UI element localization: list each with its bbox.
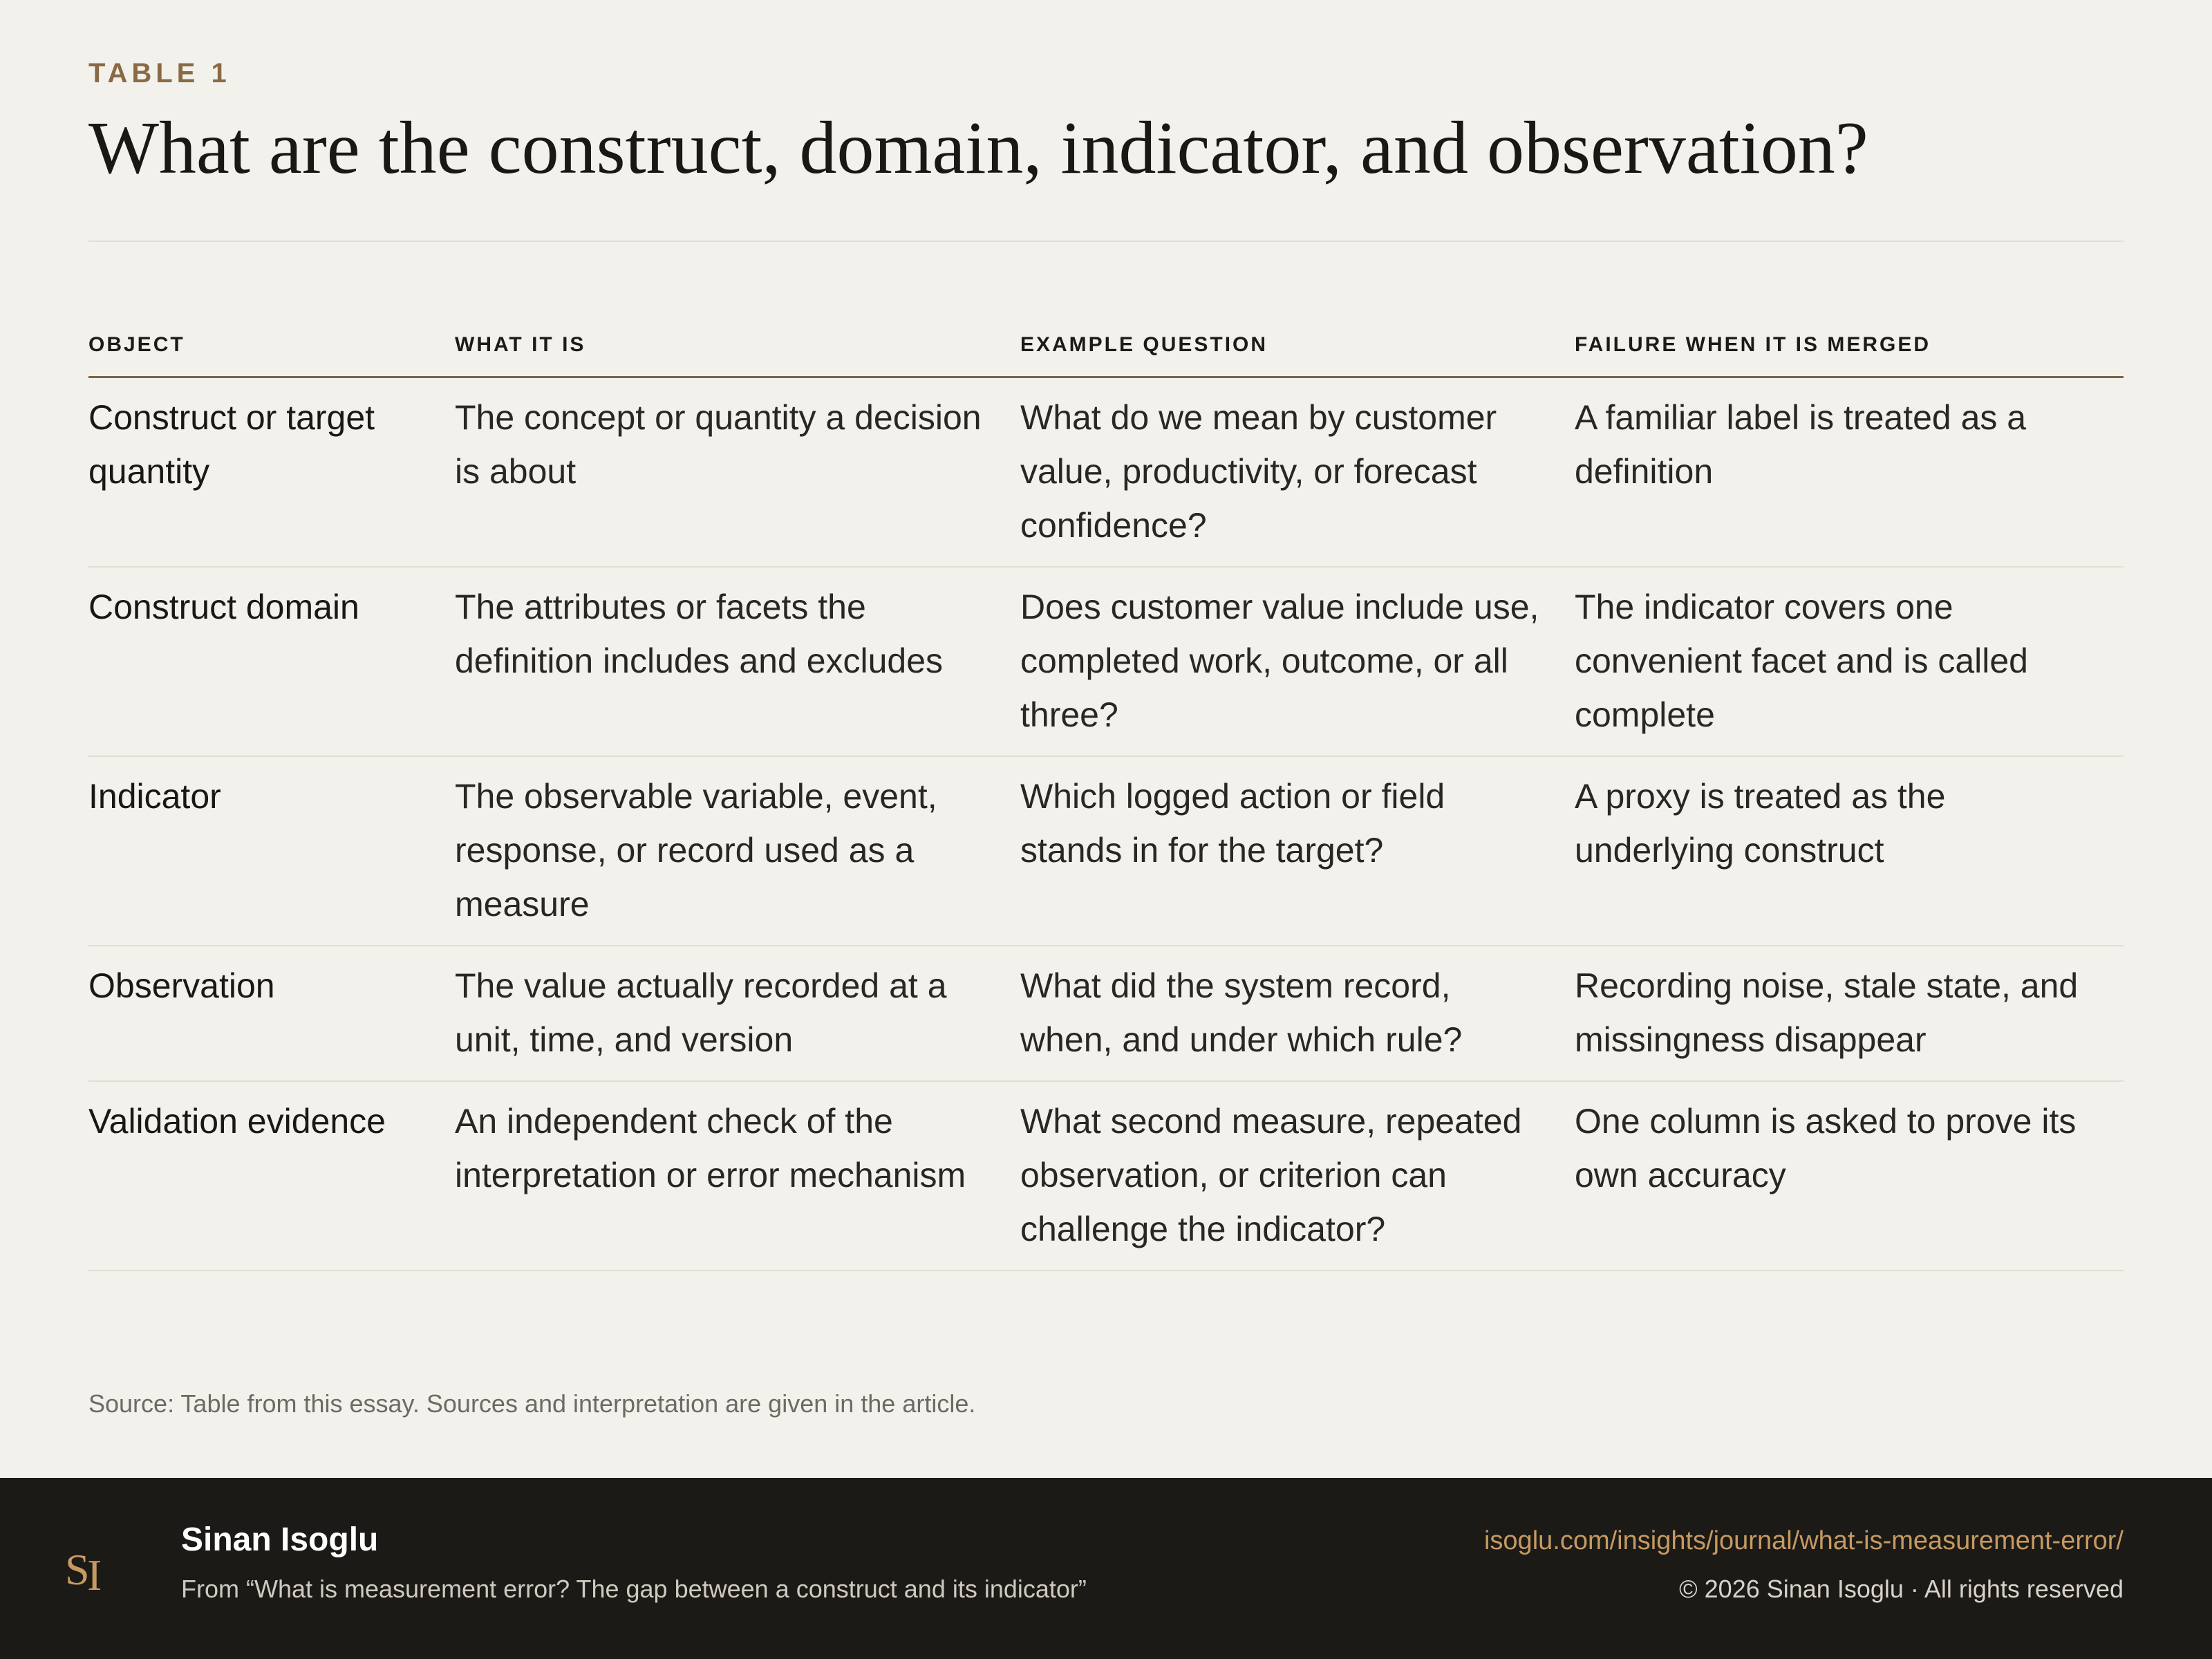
si-monogram-icon: [64, 1541, 116, 1597]
table-row: [88, 1081, 2124, 1271]
cell-what-it-is: The concept or quantity a decision is about: [455, 377, 1020, 568]
title-divider: [88, 241, 2124, 242]
table-row: [88, 377, 2124, 568]
svg-text:I: I: [87, 1550, 102, 1597]
cell-example-question: What second measure, repeated observation, or criterion can challenge the indicator?: [1020, 1081, 1575, 1271]
cell-failure: A familiar label is treated as a definition: [1575, 377, 2124, 568]
cell-what-it-is: The observable variable, event, response, or record used as a measure: [455, 756, 1020, 946]
cell-object: Indicator: [88, 756, 455, 946]
copyright-notice: © 2026 Sinan Isoglu · All rights reserved: [1679, 1575, 2124, 1603]
cell-object: Observation: [88, 946, 455, 1081]
si-monogram-icon: [64, 1541, 116, 1597]
cell-what-it-is: The value actually recorded at a unit, time, and version: [455, 946, 1020, 1081]
footer-bar: [0, 1478, 2212, 1659]
table-row: [88, 946, 2124, 1081]
definitions-table: [88, 319, 2124, 1271]
cell-example-question: Which logged action or field stands in for the target?: [1020, 756, 1575, 946]
cell-what-it-is: The attributes or facets the definition includes and excludes: [455, 567, 1020, 756]
cell-failure: Recording noise, stale state, and missingness disappear: [1575, 946, 2124, 1081]
column-header-what-it-is: WHAT IT IS: [455, 319, 1020, 377]
table-row: [88, 756, 2124, 946]
cell-failure: The indicator covers one convenient facet and is called complete: [1575, 567, 2124, 756]
source-note: Source: Table from this essay. Sources and interpretation are given in the article.: [88, 1389, 976, 1418]
cell-object: Validation evidence: [88, 1081, 455, 1271]
page-title: What are the construct, domain, indicator, and observation?: [88, 107, 1868, 189]
article-link[interactable]: isoglu.com/insights/journal/what-is-measurement-error/: [1483, 1526, 2124, 1555]
cell-failure: A proxy is treated as the underlying construct: [1575, 756, 2124, 946]
column-header-object: OBJECT: [88, 319, 455, 377]
table-eyebrow: TABLE 1: [88, 58, 231, 88]
cell-example-question: What do we mean by customer value, productivity, or forecast confidence?: [1020, 377, 1575, 568]
svg-text:S: S: [65, 1545, 90, 1594]
cell-example-question: What did the system record, when, and under which rule?: [1020, 946, 1575, 1081]
table-row: [88, 567, 2124, 756]
column-header-failure: FAILURE WHEN IT IS MERGED: [1575, 319, 2124, 377]
cell-what-it-is: An independent check of the interpretation or error mechanism: [455, 1081, 1020, 1271]
cell-object: Construct or target quantity: [88, 377, 455, 568]
column-header-example-question: EXAMPLE QUESTION: [1020, 319, 1575, 377]
article-reference: From “What is measurement error? The gap between a construct and its indicator”: [181, 1575, 1087, 1603]
table-header-row: [88, 319, 2124, 377]
cell-object: Construct domain: [88, 567, 455, 756]
cell-failure: One column is asked to prove its own accuracy: [1575, 1081, 2124, 1271]
author-name: Sinan Isoglu: [181, 1521, 379, 1558]
cell-example-question: Does customer value include use, completed work, outcome, or all three?: [1020, 567, 1575, 756]
